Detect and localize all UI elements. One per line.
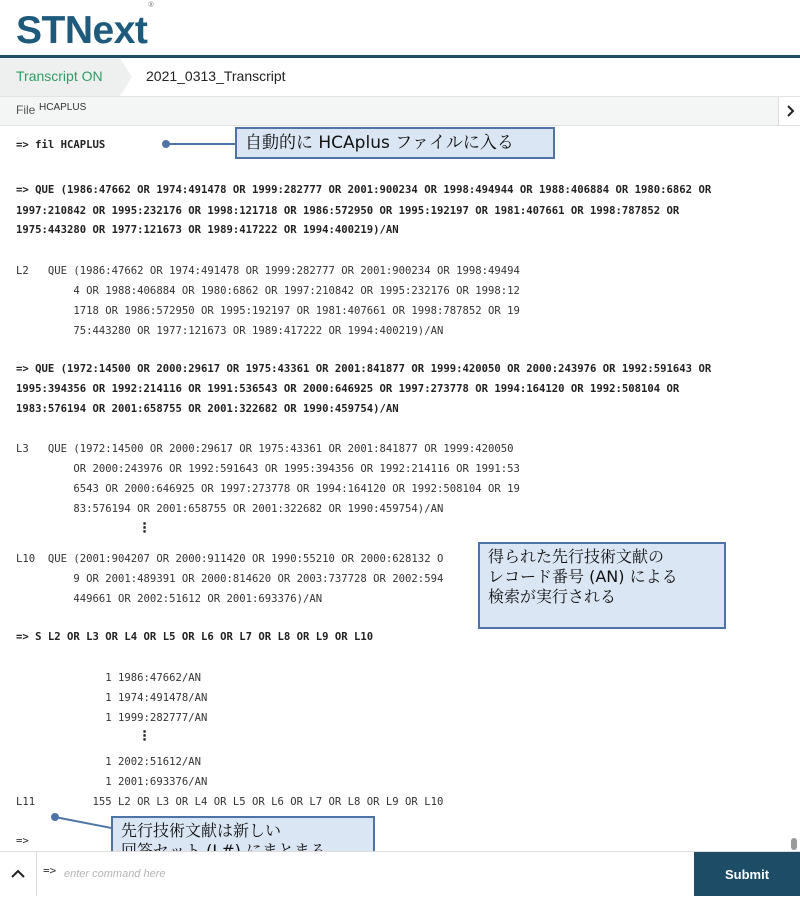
transcript-status-label: Transcript ON — [16, 68, 103, 84]
logo-text: STNext — [16, 9, 148, 52]
transcript-line: 75:443280 OR 1977:121673 OR 1989:417222 OR 1994:400219)/AN — [16, 325, 444, 337]
transcript-line: 1 1986:47662/AN — [16, 672, 201, 684]
transcript-line: 6543 OR 2000:646925 OR 1997:273778 OR 1994:164120 OR 1992:508104 OR 19 — [16, 483, 520, 495]
stnext-logo — [16, 2, 153, 57]
transcript-line: OR 2000:243976 OR 1992:591643 OR 1995:394356 OR 1992:214116 OR 1991:53 — [16, 463, 520, 475]
chevron-up-icon — [0, 852, 36, 896]
transcript-line: => QUE (1986:47662 OR 1974:491478 OR 1999:282777 OR 2001:900234 OR 1998:494944 OR 1988:406884 OR 1980:6862 OR — [16, 184, 712, 196]
ellipsis-vertical: ⁝ — [142, 520, 148, 537]
transcript-line: 1997:210842 OR 1995:232176 OR 1998:121718 OR 1986:572950 OR 1995:192197 OR 1981:407661 OR 1998:787852 OR — [16, 205, 680, 217]
callout-text: レコード番号 (AN) による — [488, 567, 678, 586]
scrollbar-thumb[interactable] — [791, 838, 797, 850]
transcript-status-tab[interactable] — [0, 58, 120, 96]
file-bar — [0, 97, 800, 126]
command-prompt: => — [43, 864, 57, 877]
transcript-line: 1 1974:491478/AN — [16, 692, 208, 704]
transcript-line: => QUE (1972:14500 OR 2000:29617 OR 1975:43361 OR 2001:841877 OR 1999:420050 OR 2000:243976 OR 1992:591643 OR — [16, 363, 712, 375]
tab-arrow-shape — [120, 58, 132, 96]
transcript-line: => S L2 OR L3 OR L4 OR L5 OR L6 OR L7 OR L8 OR L9 OR L10 — [16, 631, 374, 643]
transcript-line: L2 QUE (1986:47662 OR 1974:491478 OR 1999:282777 OR 2001:900234 OR 1998:49494 — [16, 265, 520, 277]
transcript-line: 4 OR 1988:406884 OR 1980:6862 OR 1997:210842 OR 1995:232176 OR 1998:12 — [16, 285, 520, 297]
ellipsis-vertical: ⁝ — [142, 728, 148, 745]
transcript-line: 83:576194 OR 2001:658755 OR 2001:322682 OR 1990:459754)/AN — [16, 503, 444, 515]
transcript-line: 1975:443280 OR 1977:121673 OR 1989:417222 OR 1994:400219)/AN — [16, 224, 399, 236]
transcript-bar — [0, 58, 800, 97]
transcript-line: 1 2001:693376/AN — [16, 776, 208, 788]
command-input[interactable] — [62, 861, 686, 887]
command-bar — [0, 851, 800, 896]
file-label: File — [16, 103, 36, 117]
callout-text: 自動的に HCAplus ファイルに入る — [245, 133, 514, 153]
transcript-line: 1 1999:282777/AN — [16, 712, 208, 724]
callout-text: 先行技術文献は新しい — [121, 821, 282, 840]
app-header — [0, 0, 800, 55]
callout-connector — [166, 143, 236, 145]
transcript-scrollbar[interactable] — [790, 126, 800, 850]
transcript-line: 1995:394356 OR 1992:214116 OR 1991:536543 OR 2000:646925 OR 1997:273778 OR 1994:164120 OR 1992:508104 OR — [16, 383, 680, 395]
transcript-line: L3 QUE (1972:14500 OR 2000:29617 OR 1975:43361 OR 2001:841877 OR 1999:420050 — [16, 443, 514, 455]
transcript-line: 9 OR 2001:489391 OR 2000:814620 OR 2003:737728 OR 2002:594 — [16, 573, 444, 585]
registered-mark: ® — [148, 2, 154, 9]
transcript-line: 1718 OR 1986:572950 OR 1995:192197 OR 1981:407661 OR 1998:787852 OR 19 — [16, 305, 520, 317]
chevron-right-icon — [779, 97, 800, 125]
callout-file-enter — [235, 127, 555, 159]
callout-text: 得られた先行技術文献の — [488, 547, 665, 566]
submit-button[interactable]: Submit — [694, 852, 800, 896]
transcript-line: L10 QUE (2001:904207 OR 2000:911420 OR 1990:55210 OR 2000:628132 O — [16, 553, 444, 565]
transcript-line: => — [16, 835, 29, 847]
transcript-name: 2021_0313_Transcript — [146, 68, 286, 84]
callout-text: 検索が実行される — [488, 587, 617, 606]
callout-an-search — [478, 542, 726, 629]
expand-panel-button[interactable] — [778, 97, 800, 125]
collapse-button[interactable] — [0, 852, 37, 896]
transcript-line: 1983:576194 OR 2001:658755 OR 2001:322682 OR 1990:459754)/AN — [16, 403, 399, 415]
transcript-line: 449661 OR 2002:51612 OR 2001:693376)/AN — [16, 593, 323, 605]
transcript-panel — [0, 126, 790, 850]
transcript-line: => fil HCAPLUS — [16, 139, 106, 151]
file-name: HCAPLUS — [39, 102, 87, 113]
transcript-line: 1 2002:51612/AN — [16, 756, 201, 768]
transcript-line: L11 155 L2 OR L3 OR L4 OR L5 OR L6 OR L7 OR L8 OR L9 OR L10 — [16, 796, 444, 808]
